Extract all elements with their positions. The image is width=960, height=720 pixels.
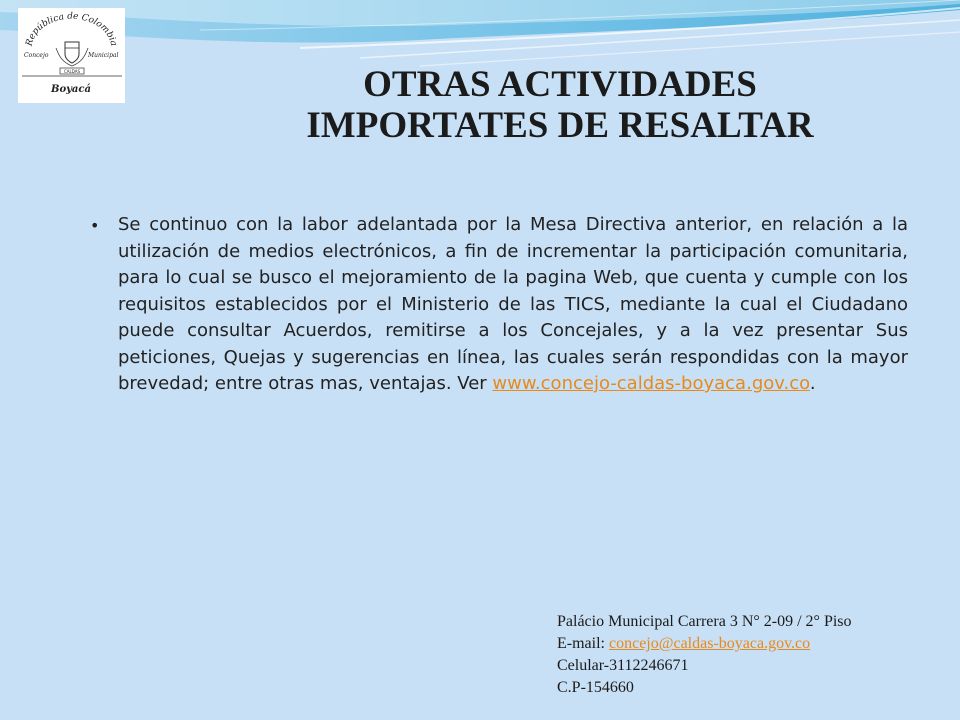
footer-address: Palácio Municipal Carrera 3 N° 2-09 / 2° Piso — [557, 613, 852, 630]
footer-email-label: E-mail: — [557, 635, 609, 652]
bullet-body-text: Se continuo con la labor adelantada por la Mesa Directiva anterior, en relación a la utilización de medios electrónicos, a fin de incrementar la participación comunitaria, para lo cual se busco el mejoramiento de la pagina Web, que cuenta y cumple con los requisitos establecidos por el Ministerio de las TICS, mediante la cual el Ciudadano puede consultar Acuerdos, remitirse a los Concejales, y a la vez presentar Sus peticiones, Quejas y sugerencias en línea, las cuales serán respondidas con la mayor brevedad; entre otras mas, ventajas. Ver — [118, 214, 908, 394]
title-line-2: IMPORTATES DE RESALTAR — [306, 105, 814, 146]
coat-of-arms-seal-icon — [18, 8, 125, 103]
main-content — [90, 212, 910, 398]
title-line-1: OTRAS ACTIVIDADES — [363, 64, 757, 105]
footer-email-line — [557, 633, 957, 655]
footer-postal-code: C.P-154660 — [557, 679, 634, 696]
svg-text:Concejo: Concejo — [24, 52, 49, 59]
email-link[interactable]: concejo@caldas-boyaca.gov.co — [608, 635, 811, 652]
footer-phone: Celular-3112246671 — [557, 657, 689, 674]
svg-text:Municipal: Municipal — [88, 52, 119, 59]
bullet-dot-icon: • — [90, 216, 100, 235]
bullet-end-period: . — [809, 373, 816, 394]
concejo-logo — [18, 8, 125, 103]
website-link[interactable]: www.concejo-caldas-boyaca.gov.co — [492, 373, 810, 394]
bullet-paragraph — [118, 212, 908, 398]
page-title — [160, 64, 960, 146]
svg-text:CALDAS: CALDAS — [63, 69, 81, 74]
bullet-item — [90, 212, 910, 398]
svg-text:República de Colombia: República de Colombia — [24, 11, 119, 48]
svg-text:Boyacá: Boyacá — [51, 84, 91, 95]
contact-footer — [557, 611, 957, 699]
